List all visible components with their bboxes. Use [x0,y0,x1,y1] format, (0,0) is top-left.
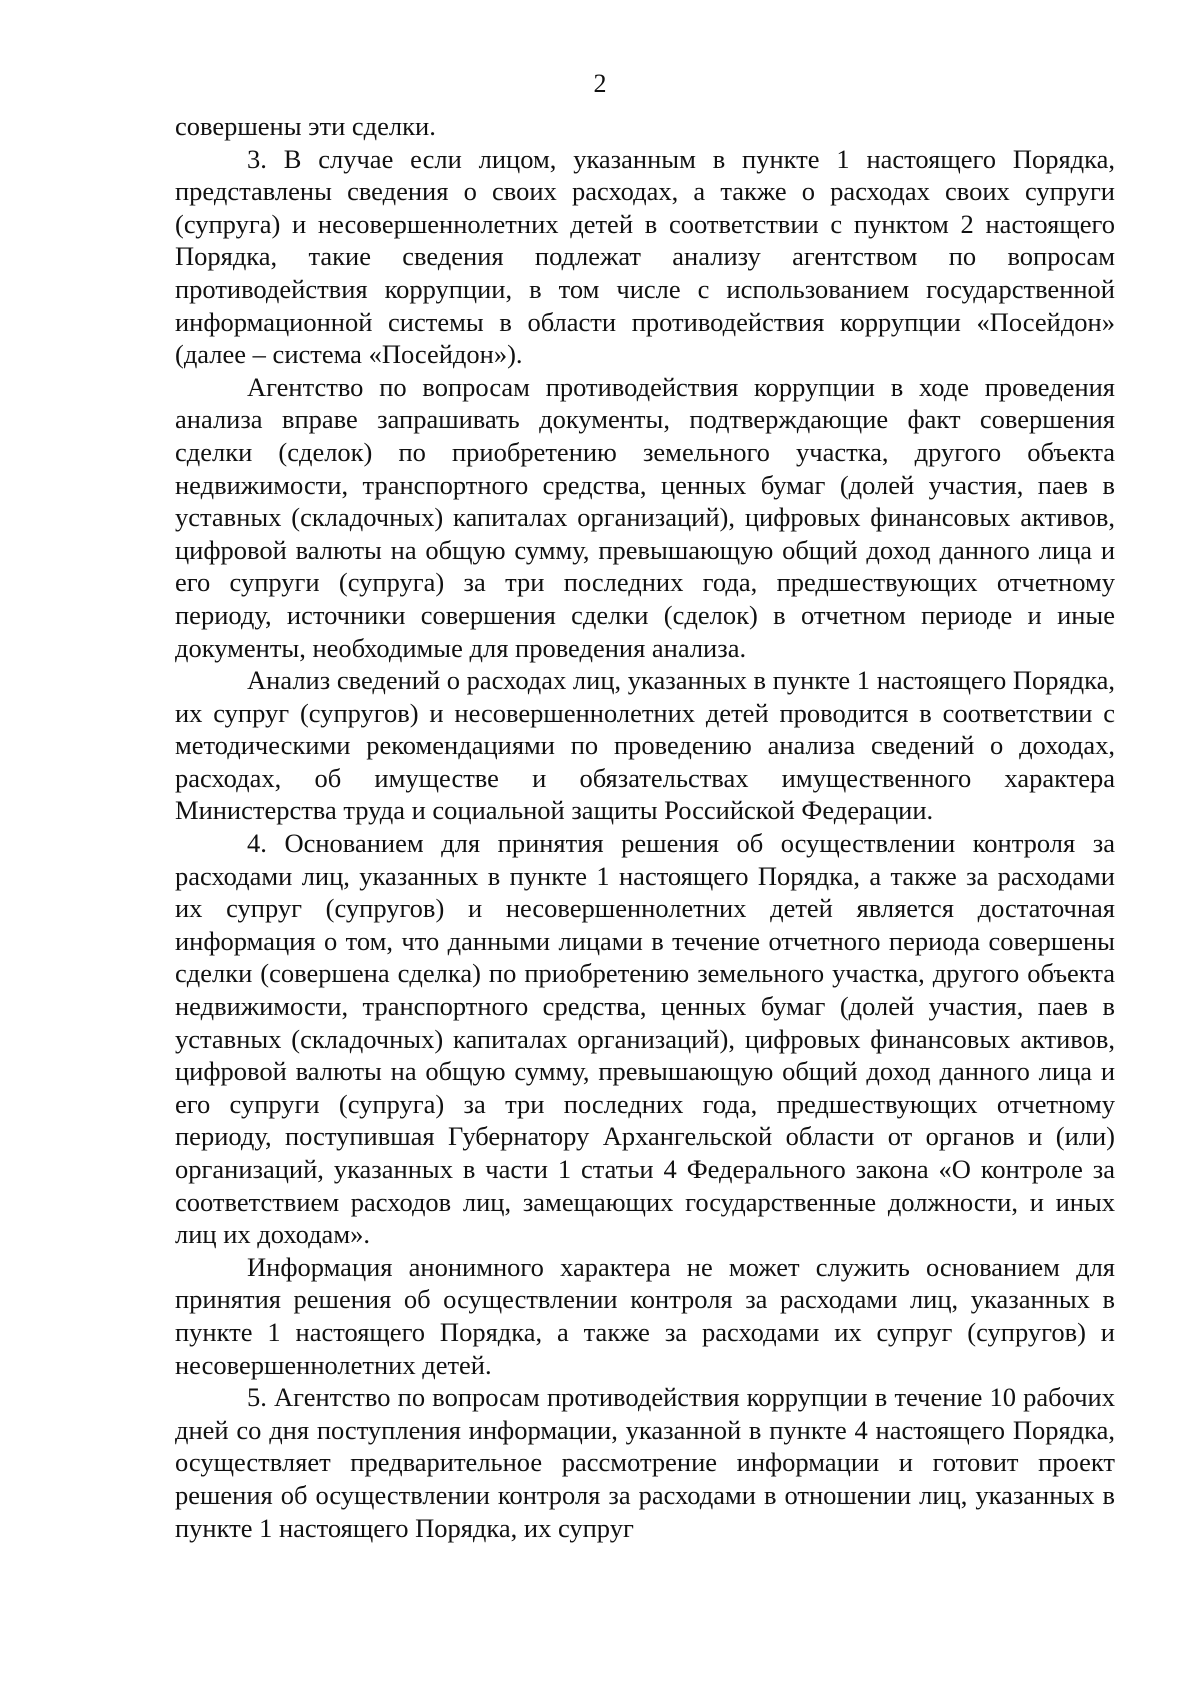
paragraph-anonymous-info: Информация анонимного характера не может служить основанием для принятия решения об осуществлении контроля за расходами лиц, указанных в пункте 1 настоящего Порядка, а также за расходами их супруг (супругов) и несовершеннолетних детей. [175,1251,1115,1380]
paragraph-continuation: совершены эти сделки. [175,111,436,141]
paragraph-item-5: 5. Агентство по вопросам противодействия коррупции в течение 10 рабочих дней со дня поступления информации, указанной в пункте 4 настоящего Порядка, осуществляет предварительное рассмотрение информации и готовит проект решения об осуществлении контроля за расходами в отношении лиц, указанных в пункте 1 настоящего Порядка, их супруг [175,1382,1115,1543]
paragraph-item-3: 3. В случае если лицом, указанным в пункте 1 настоящего Порядка, представлены сведения о своих расходах, а также о расходах своих супруги (супруга) и несовершеннолетних детей в соответствии с пунктом 2 настоящего Порядка, такие сведения подлежат анализу агентством по вопросам противодействия коррупции, в том числе с использованием государственной информационной системы в области противодействия коррупции «Посейдон» (далее – система «Посейдон»). [175,143,1115,370]
paragraph-analysis-method: Анализ сведений о расходах лиц, указанных в пункте 1 настоящего Порядка, их супруг (супругов) и несовершеннолетних детей проводится в соответствии с методическими рекомендациями по проведению анализа сведений о доходах, расходах, об имуществе и обязательствах имущественного характера Министерства труда и социальной защиты Российской Федерации. [175,665,1115,826]
page-number: 2 [593,69,607,98]
document-body [175,110,1115,1544]
paragraph-item-4: 4. Основанием для принятия решения об осуществлении контроля за расходами лиц, указанных в пункте 1 настоящего Порядка, а также за расходами их супруг (супругов) и несовершеннолетних детей является достаточная информация о том, что данными лицами в течение отчетного периода совершены сделки (совершена сделка) по приобретению земельного участка, другого объекта недвижимости, транспортного средства, ценных бумаг (долей участия, паев в уставных (складочных) капиталах организаций), цифровых финансовых активов, цифровой валюты на общую сумму, превышающую общий доход данного лица и его супруги (супруга) за три последних года, предшествующих отчетному периоду, поступившая Губернатору Архангельской области от органов и (или) организаций, указанных в части 1 статьи 4 Федерального закона «О контроле за соответствием расходов лиц, замещающих государственные должности, и иных лиц их доходам». [175,828,1115,1250]
paragraph-agency-analysis: Агентство по вопросам противодействия коррупции в ходе проведения анализа вправе запрашивать документы, подтверждающие факт совершения сделки (сделок) по приобретению земельного участка, другого объекта недвижимости, транспортного средства, ценных бумаг (долей участия, паев в уставных (складочных) капиталах организаций), цифровых финансовых активов, цифровой валюты на общую сумму, превышающую общий доход данного лица и его супруги (супруга) за три последних года, предшествующих отчетному периоду, источники совершения сделки (сделок) в отчетном периоде и иные документы, необходимые для проведения анализа. [175,371,1115,663]
